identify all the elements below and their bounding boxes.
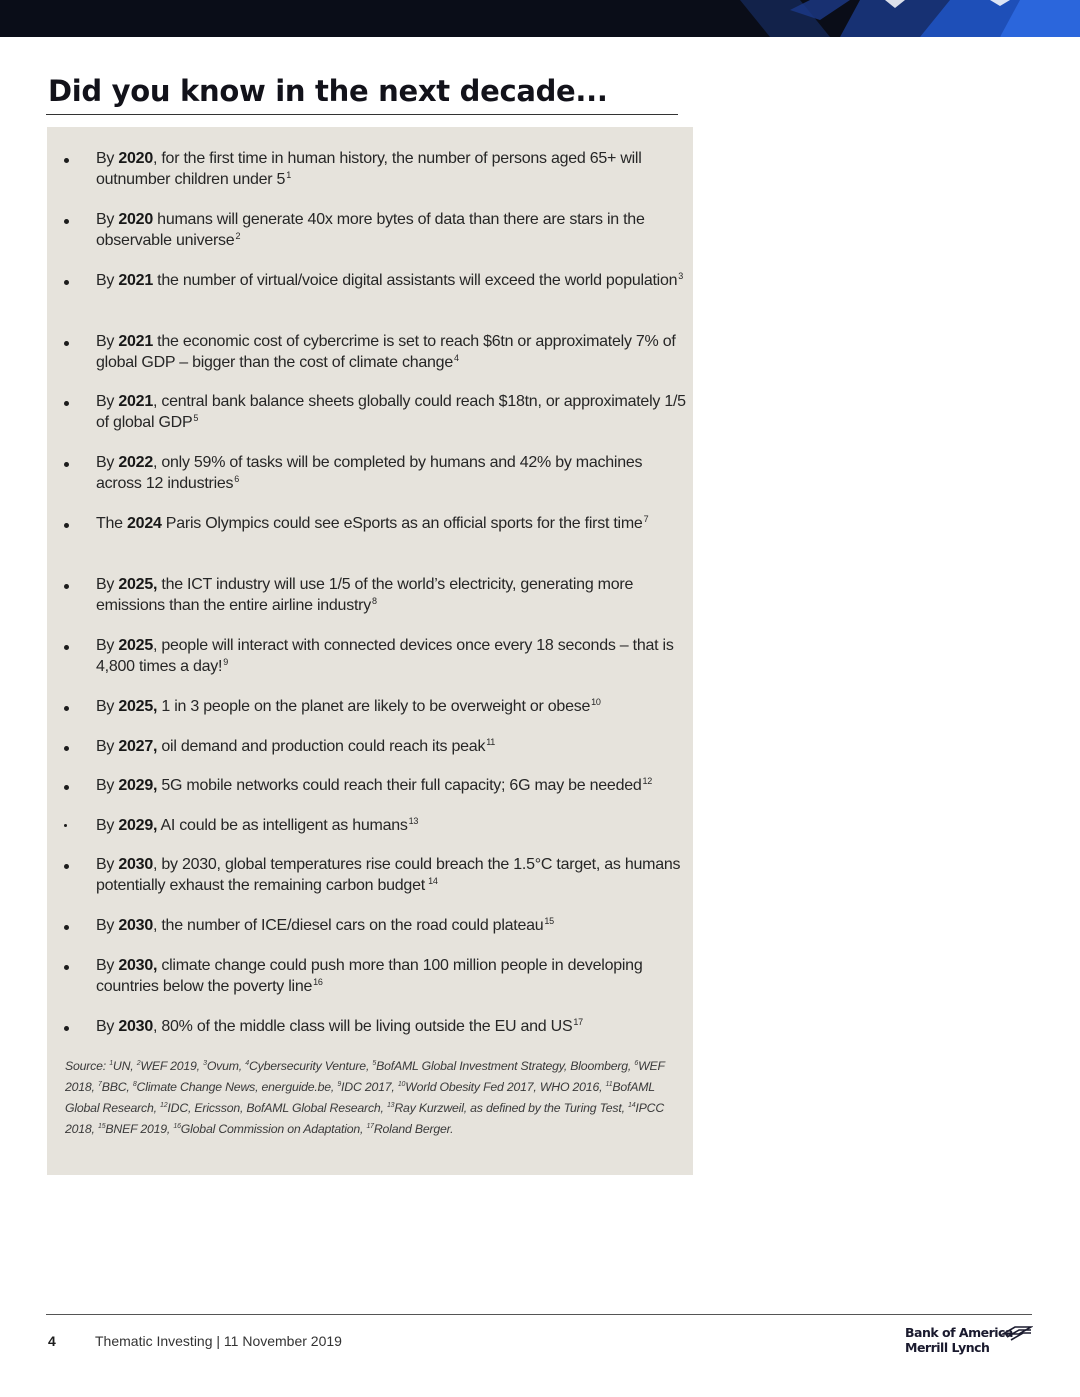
fact-body: oil demand and production could reach its peak [157,738,486,755]
facts-panel [47,127,693,1175]
fact-prefix: By [96,576,119,593]
source-ref: 17 [366,1123,374,1130]
banner-stripes-graphic [700,0,1080,37]
fact-prefix: By [96,211,119,228]
fact-body: the economic cost of cybercrime is set to reach $6tn or approximately 7% of global GDP – bigger than the cost of climate change [96,333,676,371]
fact-body: 1 in 3 people on the planet are likely to be overweight or obese [157,698,591,715]
footnote-ref: 15 [544,916,554,926]
fact-text [96,391,686,433]
fact-body: , only 59% of tasks will be completed by humans and 42% by machines across 12 industries [96,454,643,492]
footnote-ref: 14 [425,876,438,886]
bullet-icon [64,401,69,406]
source-item: IDC, Ericsson, BofAML Global Research, [167,1101,387,1115]
fact-body: , 80% of the middle class will be living outside the EU and US [152,1018,573,1035]
footnote-ref: 2 [235,231,241,241]
fact-body: 5G mobile networks could reach their full capacity; 6G may be needed [157,777,642,794]
bank-of-america-logo [905,1325,1035,1359]
fact-prefix: By [96,393,119,410]
bullet-icon [64,462,69,467]
footnote-ref: 16 [313,977,323,987]
bullet-icon [64,158,69,163]
bullet-icon [64,824,67,827]
source-item: Ray Kurzweil, as defined by the Turing Test, [394,1101,629,1115]
fact-year: 2025 [118,637,153,654]
fact-year: 2027, [118,738,158,755]
fact-text [96,574,686,616]
bullet-icon [64,785,69,790]
source-ref: 2 [136,1060,141,1067]
fact-prefix: By [96,856,119,873]
fact-body: climate change could push more than 100 million people in developing countries below the poverty line [96,957,643,995]
bullet-icon [64,746,69,751]
source-ref: 3 [203,1060,207,1067]
source-ref: 9 [337,1081,342,1088]
fact-prefix: By [96,333,119,350]
source-item: Climate Change News, energuide.be, [136,1080,338,1094]
footnote-ref: 7 [643,514,649,524]
footnote-ref: 9 [223,657,229,667]
footnote-ref: 12 [642,776,653,786]
fact-prefix: By [96,817,119,834]
footnote-ref: 11 [486,737,496,747]
source-item: World Obesity Fed 2017, WHO 2016, [405,1080,606,1094]
fact-prefix: By [96,272,119,289]
source-ref: 10 [397,1081,406,1088]
footnote-ref: 6 [234,474,240,484]
fact-prefix: By [96,738,119,755]
source-item: UN, [112,1059,137,1073]
fact-text [96,209,686,251]
fact-body: , people will interact with connected devices once every 18 seconds – that is 4,800 times a day! [96,637,674,675]
fact-text [96,331,686,373]
footer-divider [46,1314,1032,1315]
fact-body: humans will generate 40x more bytes of data than there are stars in the observable universe [96,211,645,249]
source-label: Source: [65,1059,110,1073]
fact-year: 2029, [118,817,158,834]
fact-body: the number of virtual/voice digital assistants will exceed the world population [152,272,678,289]
footnote-ref: 4 [453,353,459,363]
fact-year: 2020 [118,150,153,167]
page-number: 4 [48,1333,56,1349]
bank-of-america-flag-icon [1001,1325,1033,1341]
source-ref: 5 [372,1060,377,1067]
fact-year: 2021 [118,272,153,289]
fact-text [96,854,686,896]
source-ref: 11 [605,1081,613,1088]
source-ref: 8 [132,1081,137,1088]
logo-line-2: Merrill Lynch [905,1340,990,1355]
fact-body: , central bank balance sheets globally could reach $18tn, or approximately 1/5 of global GDP [96,393,686,431]
fact-year: 2025, [118,698,158,715]
footnote-ref: 3 [678,271,684,281]
source-item: WEF 2019, [140,1059,204,1073]
fact-text [96,148,686,190]
fact-body: , for the first time in human history, the number of persons aged 65+ will outnumber children under 5 [96,150,642,188]
fact-text [96,635,686,677]
fact-year: 2030 [118,917,153,934]
report-title-date: Thematic Investing | 11 November 2019 [95,1333,342,1349]
footnote-ref: 10 [591,697,601,707]
source-item: IDC 2017, [341,1080,398,1094]
title-divider [46,114,678,115]
footnote-ref: 13 [408,816,419,826]
source-item: Cybersecurity Venture, [248,1059,373,1073]
bullet-icon [64,706,69,711]
source-ref: 15 [98,1123,106,1130]
footnote-ref: 8 [371,596,377,606]
bullet-icon [64,219,69,224]
source-item: IPCC 2018, [65,1101,665,1136]
fact-year: 2030 [118,856,153,873]
fact-text [96,452,686,494]
bullet-icon [64,864,69,869]
fact-prefix: By [96,777,119,794]
source-item: BofAML Global Investment Strategy, Bloomberg, [376,1059,635,1073]
fact-year: 2021 [118,393,153,410]
source-ref: 7 [98,1081,102,1088]
source-ref: 4 [245,1060,249,1067]
source-item: WEF 2018, [65,1059,665,1094]
fact-body: , the number of ICE/diesel cars on the road could plateau [152,917,544,934]
source-ref: 6 [634,1060,639,1067]
footnote-ref: 1 [286,170,291,180]
fact-prefix: By [96,150,119,167]
fact-prefix: By [96,698,119,715]
bullet-icon [64,965,69,970]
source-item: BNEF 2019, [105,1122,174,1136]
top-banner [0,0,1080,37]
footnote-ref: 5 [193,413,199,423]
source-item: BofAML Global Research, [65,1080,655,1115]
fact-text [96,696,686,717]
fact-body: Paris Olympics could see eSports as an official sports for the first time [161,515,643,532]
fact-text [96,1016,686,1037]
source-item: BBC, [101,1080,133,1094]
fact-year: 2020 [118,211,153,228]
fact-year: 2030 [118,1018,153,1035]
fact-text [96,955,686,997]
source-item: Ovum, [206,1059,246,1073]
bullet-icon [64,1026,69,1031]
bullet-icon [64,280,69,285]
footnote-ref: 17 [573,1017,583,1027]
fact-year: 2024 [127,515,162,532]
source-ref: 13 [386,1102,395,1109]
source-ref: 1 [109,1060,113,1067]
bullet-icon [64,523,69,528]
source-ref: 14 [628,1102,636,1109]
fact-text [96,815,686,836]
fact-body: the ICT industry will use 1/5 of the world’s electricity, generating more emissions than the entire airline industry [96,576,634,614]
fact-prefix: The [96,515,128,532]
fact-text [96,775,686,796]
fact-text [96,270,686,291]
fact-year: 2029, [118,777,158,794]
fact-text [96,513,686,534]
source-item: Roland Berger. [373,1122,454,1136]
fact-year: 2022 [118,454,153,471]
fact-text [96,915,686,936]
fact-year: 2021 [118,333,153,350]
bullet-icon [64,925,69,930]
fact-year: 2030, [118,957,158,974]
source-ref: 16 [173,1123,181,1130]
bullet-icon [64,584,69,589]
source-ref: 12 [160,1102,168,1109]
page-title: Did you know in the next decade... [48,74,608,108]
logo-line-1: Bank of America [905,1325,1013,1340]
fact-body: , by 2030, global temperatures rise could breach the 1.5°C target, as humans potentially exhaust the remaining carbon budget [96,856,681,894]
fact-year: 2025, [118,576,158,593]
fact-text [96,736,686,757]
source-item: Global Commission on Adaptation, [180,1122,367,1136]
fact-prefix: By [96,1018,119,1035]
fact-prefix: By [96,637,119,654]
bullet-icon [64,645,69,650]
fact-prefix: By [96,917,119,934]
fact-prefix: By [96,957,119,974]
fact-body: AI could be as intelligent as humans [157,817,408,834]
bullet-icon [64,341,69,346]
fact-prefix: By [96,454,119,471]
source-note [65,1056,677,1140]
